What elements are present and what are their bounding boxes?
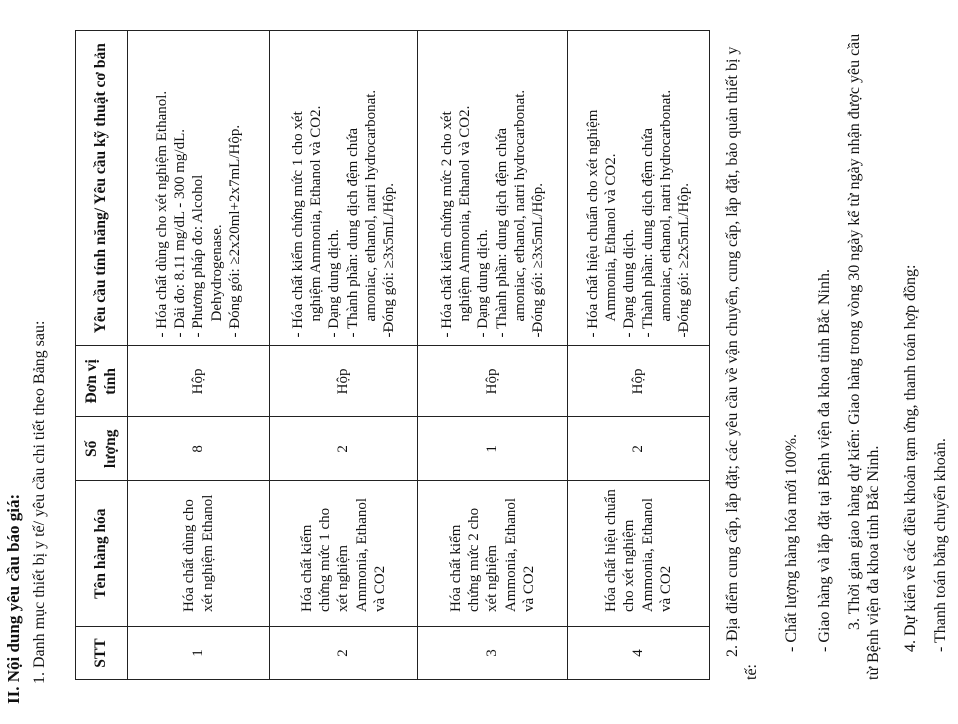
cell-spec [128, 31, 270, 346]
cell-spec [568, 31, 710, 346]
cell-name: Hóa chất kiểm chứng mức 1 cho xét nghiệm Ammonia, Ethanol và CO2 [270, 481, 418, 627]
spec-line: - Dạng dung dịch. [475, 229, 492, 338]
table-row [128, 31, 270, 680]
spec-line: - Thành phần: dung dịch đệm chứa [344, 127, 361, 338]
goods-table [75, 30, 710, 680]
cell-unit: Hộp [418, 346, 568, 417]
spec-line: - Thành phần: dung dịch đệm chứa [639, 127, 656, 338]
delivery-location-text: 2. Địa điểm cung cấp, lắp đặt; các yêu cầu về vận chuyển, cung cấp, lắp đặt, bảo quản thiết bị y tế: [724, 46, 760, 680]
table-row [418, 31, 568, 680]
payment-method-text: - Thanh toán bằng chuyển khoản. [932, 438, 949, 652]
header-spec: Yêu cầu tính năng/ Yêu cầu kỹ thuật cơ bản [76, 31, 128, 346]
cell-stt: 4 [568, 627, 710, 680]
spec-line: - Thành phần: dung dịch đệm chứa [493, 127, 510, 338]
quality-text: - Chất lượng hàng hóa mới 100%. [783, 433, 800, 652]
cell-stt: 1 [128, 627, 270, 680]
cell-qty: 2 [568, 417, 710, 481]
spec-line: amoniac, ethanol, natri hydrocarbonat. [511, 89, 528, 322]
spec-line: - Hóa chất dùng cho xét nghiệm Ethanol. [153, 90, 170, 338]
cell-qty: 1 [418, 417, 568, 481]
spec-line: - Dạng dung dịch. [326, 229, 343, 338]
section-title: II. Nội dung yêu cầu báo giá: [4, 493, 23, 704]
spec-line: nghiệm Ammonia, Ethanol và CO2. [456, 105, 473, 322]
cell-spec [418, 31, 568, 346]
header-name: Tên hàng hóa [76, 481, 128, 627]
spec-line: -Đóng gói: ≥3x5mL/Hộp. [381, 182, 398, 338]
spec-line: - Đóng gói: ≥2x20ml+2x7mL/Hộp. [226, 124, 243, 338]
spec-line: - Dải đo: 8.11 mg/dL - 300 mg/dL. [172, 128, 189, 338]
table-row [270, 31, 418, 680]
spec-line: -Đóng gói: ≥2x5mL/Hộp. [676, 182, 693, 338]
cell-name: Hóa chất kiểm chứng mức 2 cho xét nghiệm Ammonia, Ethanol và CO2 [418, 481, 568, 627]
cell-name: Hóa chất hiệu chuẩn cho xét nghiệm Ammonia, Ethanol và CO2 [568, 481, 710, 627]
spec-line: - Phương pháp đo: Alcohol [190, 174, 207, 338]
cell-qty: 2 [270, 417, 418, 481]
cell-stt: 3 [418, 627, 568, 680]
header-qty: Số lượng [76, 417, 128, 481]
spec-line: - Hóa chất kiểm chứng mức 1 cho xét [289, 111, 306, 338]
spec-line: -Đóng gói: ≥3x5mL/Hộp. [530, 182, 547, 338]
cell-spec [270, 31, 418, 346]
header-stt: STT [76, 627, 128, 680]
cell-stt: 2 [270, 627, 418, 680]
spec-line: Ammonia, Ethanol và CO2. [602, 153, 619, 322]
spec-line: amoniac, ethanol, natri hydrocarbonat. [657, 89, 674, 322]
table-header-row [76, 31, 128, 680]
payment-terms-text: 4. Dự kiến về các điều khoản tạm ứng, thanh toán hợp đồng: [902, 264, 919, 652]
intro-text: 1. Danh mục thiết bị y tế/ yêu cầu chi tiết theo Bảng sau: [31, 320, 48, 684]
spec-line: - Hóa chất hiệu chuẩn cho xét nghiệm [584, 109, 601, 338]
delivery-time-text: 3. Thời gian giao hàng dự kiến: Giao hàng trong vòng 30 ngày kể từ ngày nhận được yêu cầu từ Bệnh viện đa khoa tỉnh Bắc Ninh. [846, 33, 882, 680]
cell-name: Hóa chất dùng cho xét nghiệm Ethanol [128, 481, 270, 627]
spec-line: - Dạng dung dịch. [621, 229, 638, 338]
spec-line: nghiệm Ammonia, Ethanol và CO2. [307, 105, 324, 322]
spec-line: amoniac, ethanol, natri hydrocarbonat. [362, 89, 379, 322]
cell-unit: Hộp [270, 346, 418, 417]
cell-qty: 8 [128, 417, 270, 481]
header-unit: Đơn vị tính [76, 346, 128, 417]
spec-line: - Hóa chất kiểm chứng mức 2 cho xét [438, 111, 455, 338]
delivery-place-text: - Giao hàng và lắp đặt tại Bệnh viện đa khoa tỉnh Bắc Ninh. [816, 268, 833, 652]
table-row [568, 31, 710, 680]
spec-line: Dehydrogenase. [208, 224, 225, 322]
cell-unit: Hộp [128, 346, 270, 417]
cell-unit: Hộp [568, 346, 710, 417]
